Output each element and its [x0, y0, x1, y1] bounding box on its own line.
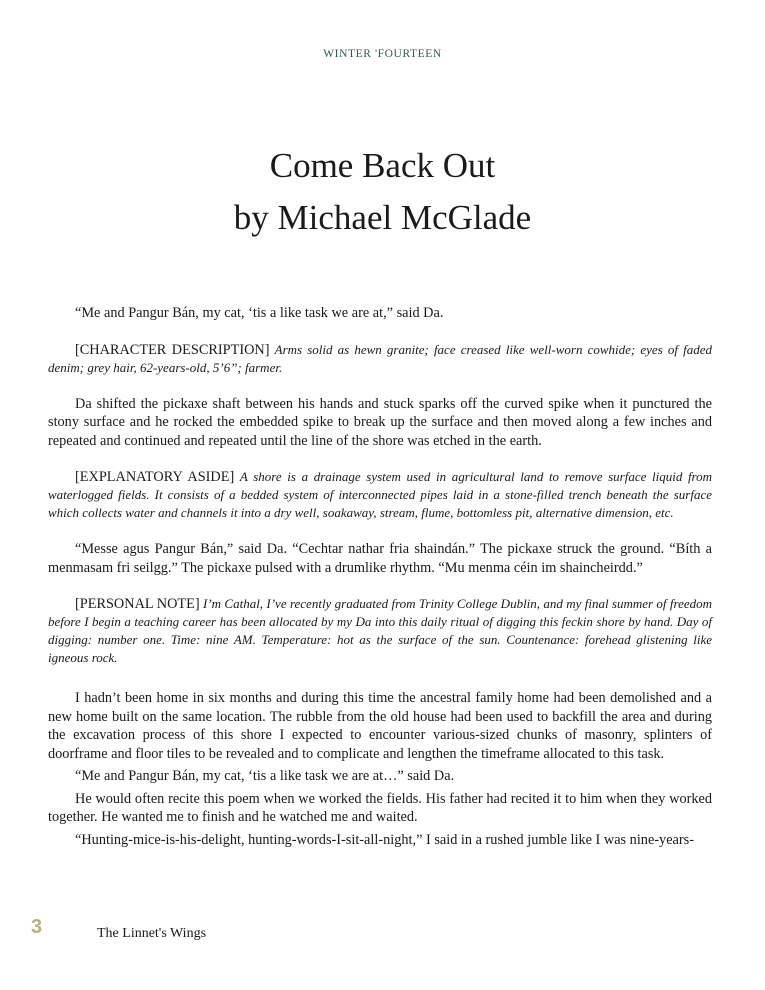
aside-label: [EXPLANATORY ASIDE]	[75, 469, 235, 485]
page-number: 3	[31, 916, 43, 938]
story-title	[0, 140, 765, 244]
running-head: WINTER 'FOURTEEN	[323, 48, 442, 60]
story-body	[48, 304, 712, 849]
aside-text: Arms solid as hewn granite; face creased like well-worn cowhide; eyes of faded denim; grey hair, 62-years-old, 5’6”; farmer.	[48, 341, 713, 375]
paragraph: “Me and Pangur Bán, my cat, ‘tis a like task we are at,” said Da.	[75, 305, 444, 321]
aside-text: A shore is a drainage system used in agricultural land to remove surface liquid from waterlogged fields. It consists of a bedded system of interconnected pipes laid in a stone-filled trench beneath the surface which collects water and channels it into a dry well, soakaway, stream, flume, bottomless pit, alternative dimension, etc.	[48, 469, 713, 520]
byline: by Michael McGlade	[233, 198, 532, 237]
paragraph: “Hunting-mice-is-his-delight, hunting-words-I-sit-all-night,” I said in a rushed jumble like I was nine-years-	[75, 831, 694, 848]
aside-text: I’m Cathal, I’ve recently graduated from Trinity College Dublin, and my final summer of freedom before I begin a teaching career has been allocated by my Da into this daily ritual of digging this feckin shore by hand. Day of digging: number one. Time: nine AM. Temperature: hot as the surface of the sun. Countenance: forehead glistening like igneous rock.	[48, 596, 713, 665]
paragraph: “Messe agus Pangur Bán,” said Da. “Cechtar nathar fria shaindán.” The pickaxe struck the ground. “Bíth a menmasam fri seilgg.” The pickaxe pulsed with a drumlike rhythm. “Mu menma céin im shaincheirdd.”	[48, 541, 712, 576]
personal-note	[48, 595, 712, 667]
publication-title: The Linnet's Wings	[97, 926, 207, 941]
aside-label: [CHARACTER DESCRIPTION]	[75, 341, 270, 358]
character-description	[48, 341, 712, 377]
paragraph: Da shifted the pickaxe shaft between his hands and stuck sparks off the curved spike when it punctured the stony surface and he rocked the embedded spike to break up the surface and then moved along a few inches and repeated and continued and repeated until the line of the shore was etched in the earth.	[48, 395, 712, 449]
paragraph: I hadn’t been home in six months and during this time the ancestral family home had been demolished and a new home built on the same location. The rubble from the old house had been used to backfill the area and during the excavation process of this shore I expected to encounter various-sized chunks of masonry, splinters of doorframe and floor tiles to be revealed and to complicate and lengthen the timeframe allocated to this task.	[48, 690, 712, 762]
paragraph: He would often recite this poem when we worked the fields. His father had recited it to him when they worked together. He wanted me to finish and he watched me and waited.	[48, 790, 712, 825]
paragraph: “Me and Pangur Bán, my cat, ‘tis a like task we are at…” said Da.	[75, 768, 455, 784]
explanatory-aside	[48, 468, 712, 522]
aside-label: [PERSONAL NOTE]	[75, 596, 200, 612]
title-line: Come Back Out	[269, 146, 496, 185]
